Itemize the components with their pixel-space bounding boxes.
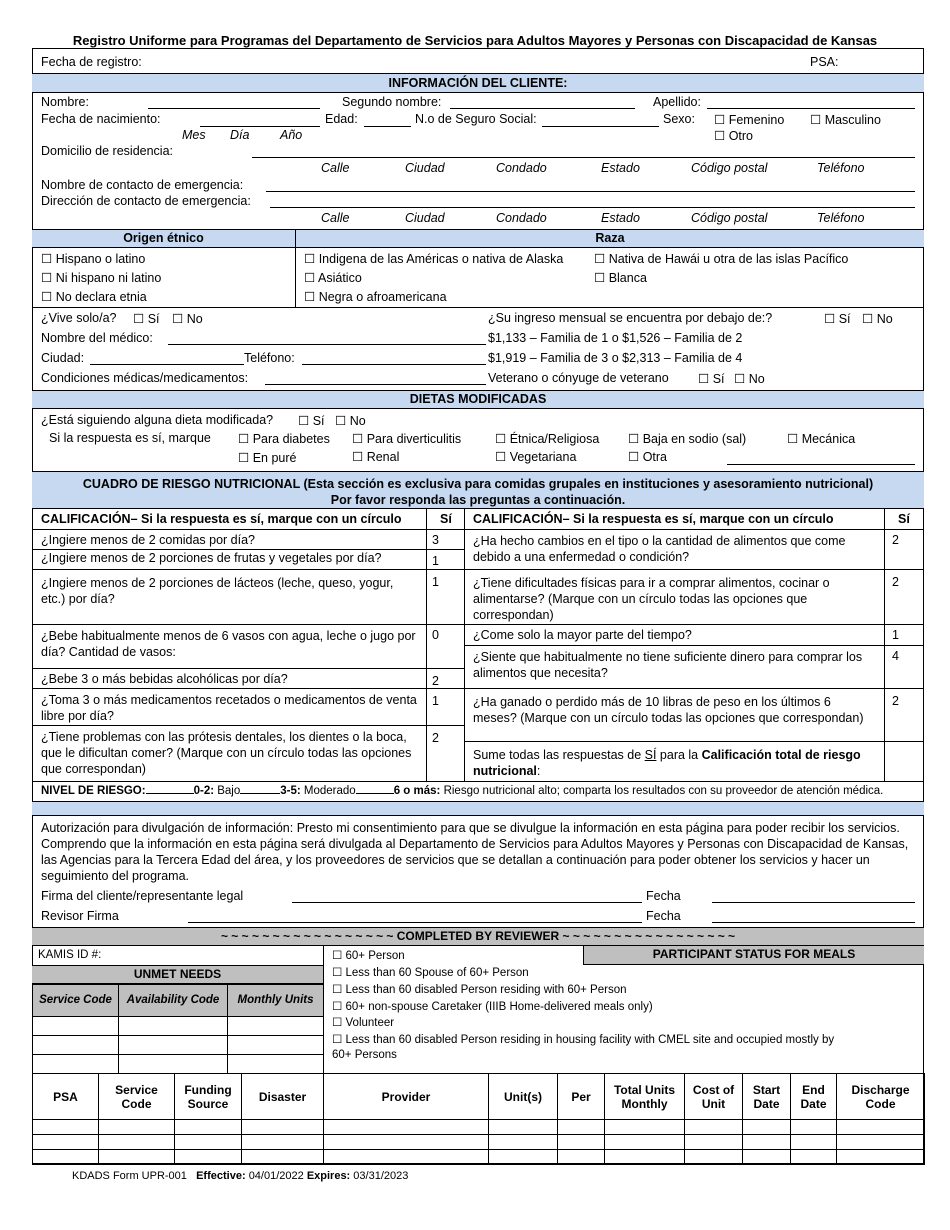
first-name-label: Nombre:	[41, 95, 89, 109]
service-cell[interactable]	[242, 1120, 324, 1135]
veteran-yes[interactable]: ☐ Sí	[698, 371, 725, 386]
unmet-col-service-label: Service Code	[39, 994, 112, 1006]
diet-question: ¿Está siguiendo alguna dieta modificada?	[41, 413, 274, 427]
risk-left-row-line	[32, 624, 464, 625]
services-table	[32, 1073, 925, 1165]
form-title: Registro Uniforme para Programas del Departamento de Servicios para Adultos Mayores y Personas con Discapacidad de Kansas	[72, 33, 878, 48]
unmet-col-availability	[119, 985, 228, 1017]
unmet-needs-table	[32, 984, 324, 1074]
veteran-no[interactable]: ☐ No	[734, 371, 765, 386]
addr2-phone: Teléfono	[817, 211, 865, 225]
risk-left-row-line	[32, 688, 464, 689]
emergency-address-label: Dirección de contacto de emergencia:	[41, 194, 251, 208]
col-units	[489, 1074, 558, 1120]
diet-mark-label: Si la respuesta es sí, marque	[49, 431, 211, 445]
income-family-3-4: $1,919 – Familia de 3 o $2,313 – Familia de 4	[488, 351, 743, 365]
service-cell[interactable]	[791, 1150, 837, 1165]
service-cell[interactable]	[99, 1120, 175, 1135]
ethnic-origin-header: Origen étnico	[123, 231, 204, 245]
unmet-cell[interactable]	[228, 1036, 324, 1055]
service-cell[interactable]	[685, 1135, 743, 1150]
diet-puree[interactable]: ☐ En puré	[238, 450, 296, 465]
diet-no[interactable]: ☐ No	[335, 413, 366, 428]
divider-1	[32, 307, 924, 308]
risk-left-q4: ¿Bebe habitualmente menos de 6 vasos con agua, leche o jugo por día? Cantidad de vasos:	[41, 629, 416, 659]
col-psa	[33, 1074, 99, 1120]
col-provider	[324, 1074, 489, 1120]
service-cell[interactable]	[489, 1150, 558, 1165]
service-cell[interactable]	[242, 1150, 324, 1165]
addr2-city: Ciudad	[405, 211, 445, 225]
risk-col-header-line	[32, 529, 924, 530]
risk-total-bold: Calificación total de riesgo nutricional	[473, 748, 861, 778]
risk-left-row-line	[32, 549, 464, 550]
risk-mod-range: 3-5:	[280, 785, 301, 797]
risk-left-s1[interactable]: 3	[432, 533, 439, 547]
footer-effective-label: Effective:	[196, 1170, 246, 1182]
middle-name-label: Segundo nombre:	[342, 95, 442, 109]
residence-field[interactable]	[252, 157, 915, 158]
footer-effective: 04/01/2022	[248, 1170, 304, 1182]
risk-left-q7: ¿Tiene problemas con las prótesis dentales, los dientes o la boca, que le dificultan comer? (Marque con un círculo todas las opciones que correspondan)	[41, 730, 412, 776]
male-checkbox[interactable]: ☐ Masculino	[810, 112, 881, 127]
service-cell[interactable]	[489, 1135, 558, 1150]
col-start-date-label: Start Date	[752, 1082, 781, 1111]
unmet-cell[interactable]	[228, 1055, 324, 1074]
risk-total-label	[473, 747, 883, 779]
income-family-1-2: $1,133 – Familia de 1 o $1,526 – Familia de 2	[488, 331, 743, 345]
col-cost-label: Cost of Unit	[692, 1082, 735, 1111]
risk-level-blank-3[interactable]	[356, 793, 394, 794]
risk-high-range: 6 o más:	[393, 785, 441, 797]
unmet-cell[interactable]	[119, 1055, 228, 1074]
service-cell[interactable]	[558, 1135, 605, 1150]
risk-right-row-line	[464, 741, 924, 742]
not-hispanic-checkbox[interactable]: ☐ Ni hispano ni latino	[41, 270, 161, 285]
doctor-label: Nombre del médico:	[41, 331, 153, 345]
reviewer-date-label: Fecha	[646, 909, 681, 923]
unmet-col-monthly	[228, 985, 324, 1017]
dob-label: Fecha de nacimiento:	[41, 112, 161, 126]
addr2-county: Condado	[496, 211, 547, 225]
diet-other[interactable]: ☐ Otra	[628, 449, 667, 464]
risk-header-line1: CUADRO DE RIESGO NUTRICIONAL (Esta sección es exclusiva para comidas grupales en instituciones y asesoramiento nutricional)	[82, 477, 874, 491]
service-cell[interactable]	[791, 1135, 837, 1150]
service-cell[interactable]	[324, 1120, 489, 1135]
unmet-cell[interactable]	[33, 1036, 119, 1055]
conditions-label: Condiciones médicas/medicamentos:	[41, 371, 249, 385]
col-discharge	[837, 1074, 925, 1120]
lives-alone-no[interactable]: ☐ No	[172, 311, 203, 326]
risk-right-s2[interactable]: 2	[892, 575, 899, 589]
service-cell[interactable]	[743, 1120, 791, 1135]
ethnic-divider	[295, 229, 296, 307]
col-funding	[175, 1074, 242, 1120]
registration-date-label: Fecha de registro:	[41, 55, 142, 69]
city-label: Ciudad:	[41, 351, 85, 365]
risk-right-q5: ¿Ha ganado o perdido más de 10 libras de peso en los últimos 6 meses? (Marque con un círculo todas las opciones que correspondan)	[473, 695, 864, 725]
risk-left-q1: ¿Ingiere menos de 2 comidas por día?	[41, 533, 256, 547]
risk-level-blank-1[interactable]	[146, 793, 194, 794]
col-start-date	[743, 1074, 791, 1120]
phone-field[interactable]	[302, 364, 486, 365]
risk-low-range: 0-2:	[193, 785, 215, 797]
col-cost	[685, 1074, 743, 1120]
client-date-label: Fecha	[646, 889, 681, 903]
addr-zip: Código postal	[691, 161, 768, 175]
service-cell[interactable]	[837, 1120, 925, 1135]
month-caption: Mes	[182, 128, 206, 142]
col-per-label: Per	[571, 1089, 591, 1104]
first-name-field[interactable]	[148, 108, 320, 109]
service-cell[interactable]	[175, 1135, 242, 1150]
risk-left-row-line	[32, 569, 464, 570]
risk-level-line	[32, 781, 924, 782]
reviewer-signature-label: Revisor Firma	[41, 909, 119, 923]
emergency-address-field[interactable]	[270, 207, 915, 208]
no-ethnicity-checkbox[interactable]: ☐ No declara etnia	[41, 289, 147, 304]
risk-left-row-line	[32, 668, 464, 669]
participant-status-header: PARTICIPANT STATUS FOR MEALS	[583, 946, 924, 965]
income-no[interactable]: ☐ No	[862, 311, 893, 326]
hispanic-checkbox[interactable]: ☐ Hispano o latino	[41, 251, 145, 266]
risk-left-s4[interactable]: 0	[432, 628, 439, 642]
addr-county: Condado	[496, 161, 547, 175]
addr-state: Estado	[601, 161, 640, 175]
service-cell[interactable]	[324, 1135, 489, 1150]
income-question: ¿Su ingreso mensual se encuentra por debajo de:?	[488, 311, 773, 325]
col-disaster	[242, 1074, 324, 1120]
risk-total-text-a: Sume todas las respuestas de	[473, 748, 645, 762]
risk-left-q6: ¿Toma 3 o más medicamentos recetados o medicamentos de venta libre por día?	[41, 693, 417, 723]
service-cell[interactable]	[685, 1150, 743, 1165]
service-cell[interactable]	[489, 1120, 558, 1135]
risk-right-col-header: CALIFICACIÓN– Si la respuesta es sí, marque con un círculo	[473, 512, 834, 526]
residence-label: Domicilio de residencia:	[41, 144, 174, 158]
addr-street: Calle	[321, 161, 350, 175]
risk-left-s3[interactable]: 1	[432, 575, 439, 589]
col-end-date-label: End Date	[800, 1082, 827, 1111]
risk-left-si-header: Sí	[440, 512, 452, 526]
unmet-col-monthly-label: Monthly Units	[237, 994, 314, 1006]
race-indigenous-checkbox[interactable]: ☐ Indigena de las Américas o nativa de Alaska	[304, 251, 563, 266]
veteran-label: Veterano o cónyuge de veterano	[488, 371, 669, 385]
service-cell[interactable]	[743, 1150, 791, 1165]
income-yes[interactable]: ☐ Sí	[824, 311, 851, 326]
risk-header	[32, 471, 924, 509]
sex-label: Sexo:	[663, 112, 695, 126]
race-header: Raza	[595, 231, 625, 245]
unmet-needs-header: UNMET NEEDS	[32, 965, 323, 984]
race-asian-checkbox[interactable]: ☐ Asiático	[304, 270, 362, 285]
last-name-label: Apellido:	[653, 95, 701, 109]
ssn-field[interactable]	[542, 126, 659, 127]
risk-right-s1[interactable]: 2	[892, 533, 899, 547]
other-sex-checkbox[interactable]: ☐ Otro	[714, 128, 753, 143]
diet-renal[interactable]: ☐ Renal	[352, 449, 399, 464]
risk-level-label: NIVEL DE RIESGO:	[41, 785, 146, 797]
unmet-cell[interactable]	[228, 1017, 324, 1036]
client-date-field[interactable]	[712, 902, 915, 903]
risk-left-q5: ¿Bebe 3 o más bebidas alcohólicas por día?	[41, 672, 288, 686]
risk-left-s6[interactable]: 1	[432, 694, 439, 708]
risk-total-text-c: :	[536, 764, 541, 778]
addr2-state: Estado	[601, 211, 640, 225]
age-field[interactable]	[364, 126, 411, 127]
diet-low-sodium[interactable]: ☐ Baja en sodio (sal)	[628, 431, 746, 446]
psa-label: PSA:	[810, 55, 839, 69]
risk-right-q1: ¿Ha hecho cambios en el tipo o la cantidad de alimentos que come debido a una enfermedad o condición?	[473, 534, 846, 564]
client-signature-field[interactable]	[292, 902, 642, 903]
spacer-band	[32, 801, 924, 816]
race-black-checkbox[interactable]: ☐ Negra o afroamericana	[304, 289, 447, 304]
risk-right-q4: ¿Siente que habitualmente no tiene suficiente dinero para comprar los alimentos que necesita?	[473, 650, 863, 680]
conditions-field[interactable]	[265, 384, 486, 385]
risk-left-q3: ¿Ingiere menos de 2 porciones de lácteos (leche, queso, yogur, etc.) por día?	[41, 576, 394, 606]
reviewer-signature-field[interactable]	[188, 922, 642, 923]
risk-level-blank-2[interactable]	[240, 793, 280, 794]
service-cell[interactable]	[33, 1120, 99, 1135]
col-units-label: Unit(s)	[504, 1089, 542, 1104]
service-cell[interactable]	[99, 1135, 175, 1150]
col-provider-label: Provider	[381, 1089, 431, 1104]
footer-expires-label: Expires:	[306, 1170, 351, 1182]
service-cell[interactable]	[33, 1135, 99, 1150]
diet-mechanical[interactable]: ☐ Mecánica	[787, 431, 855, 446]
emergency-contact-label: Nombre de contacto de emergencia:	[41, 178, 244, 192]
risk-right-s5[interactable]: 2	[892, 694, 899, 708]
col-service-code-label: Service Code	[115, 1082, 158, 1111]
diet-diabetes[interactable]: ☐ Para diabetes	[238, 431, 330, 446]
risk-right-s3[interactable]: 1	[892, 628, 899, 642]
service-cell[interactable]	[837, 1135, 925, 1150]
status-housing-cont: 60+ Persons	[332, 1049, 397, 1061]
race-hawaiian-checkbox[interactable]: ☐ Nativa de Hawái u otra de las islas Pacífico	[594, 251, 848, 266]
race-white-checkbox[interactable]: ☐ Blanca	[594, 270, 647, 285]
addr-phone: Teléfono	[817, 161, 865, 175]
addr-city: Ciudad	[405, 161, 445, 175]
risk-left-s7[interactable]: 2	[432, 731, 439, 745]
client-info-header: INFORMACIÓN DEL CLIENTE:	[32, 73, 924, 93]
lives-alone-label: ¿Vive solo/a?	[41, 311, 117, 325]
status-spouse[interactable]: ☐ Less than 60 Spouse of 60+ Person	[332, 965, 529, 979]
service-cell[interactable]	[605, 1120, 685, 1135]
unmet-cell[interactable]	[33, 1017, 119, 1036]
diet-yes[interactable]: ☐ Sí	[298, 413, 325, 428]
risk-right-q3: ¿Come solo la mayor parte del tiempo?	[473, 628, 692, 642]
diet-other-field[interactable]	[727, 464, 915, 465]
col-service-code	[99, 1074, 175, 1120]
year-caption: Año	[280, 128, 303, 142]
footer-form: KDADS Form UPR-001	[72, 1170, 187, 1182]
doctor-field[interactable]	[168, 344, 486, 345]
risk-header-line2: Por favor responda las preguntas a continuación.	[330, 493, 626, 507]
risk-right-row-line	[464, 569, 924, 570]
service-cell[interactable]	[837, 1150, 925, 1165]
risk-left-col-header: CALIFICACIÓN– Si la respuesta es sí, marque con un círculo	[41, 512, 402, 526]
lives-alone-yes[interactable]: ☐ Sí	[133, 311, 160, 326]
dob-field[interactable]	[200, 126, 320, 127]
diet-vegetarian[interactable]: ☐ Vegetariana	[495, 449, 576, 464]
middle-name-field[interactable]	[450, 108, 635, 109]
unmet-cell[interactable]	[33, 1055, 119, 1074]
diet-ethnic[interactable]: ☐ Étnica/Religiosa	[495, 431, 599, 446]
service-cell[interactable]	[791, 1120, 837, 1135]
status-caretaker[interactable]: ☐ 60+ non-spouse Caretaker (IIIB Home-delivered meals only)	[332, 999, 653, 1013]
service-cell[interactable]	[685, 1120, 743, 1135]
ssn-label: N.o de Seguro Social:	[415, 112, 537, 126]
client-signature-label: Firma del cliente/representante legal	[41, 889, 244, 903]
service-cell[interactable]	[99, 1150, 175, 1165]
risk-left-row-line	[32, 725, 464, 726]
risk-right-s4[interactable]: 4	[892, 649, 899, 663]
last-name-field[interactable]	[707, 108, 915, 109]
risk-total-si: SÍ	[644, 748, 657, 762]
addr2-street: Calle	[321, 211, 350, 225]
col-funding-label: Funding Source	[184, 1082, 232, 1111]
col-discharge-label: Discharge Code	[851, 1082, 910, 1111]
service-cell[interactable]	[558, 1150, 605, 1165]
risk-level-row	[41, 785, 883, 797]
unmet-cell[interactable]	[119, 1036, 228, 1055]
col-end-date	[791, 1074, 837, 1120]
emergency-contact-field[interactable]	[266, 191, 915, 192]
status-volunteer[interactable]: ☐ Volunteer	[332, 1015, 394, 1029]
risk-right-si-header: Sí	[898, 512, 910, 526]
risk-mod: Moderado	[300, 785, 356, 797]
reviewer-header: ~ ~ ~ ~ ~ ~ ~ ~ ~ ~ ~ ~ ~ ~ ~ ~ ~ COMPLETED BY REVIEWER ~ ~ ~ ~ ~ ~ ~ ~ ~ ~ ~ ~ ~ ~ ~ ~ ~	[32, 927, 924, 946]
col-disaster-label: Disaster	[258, 1089, 307, 1104]
status-disabled[interactable]: ☐ Less than 60 disabled Person residing with 60+ Person	[332, 982, 627, 996]
col-total-units	[605, 1074, 685, 1120]
phone-label: Teléfono:	[244, 351, 295, 365]
unmet-col-availability-label: Availability Code	[126, 994, 220, 1006]
kamis-id-label: KAMIS ID #:	[38, 949, 102, 961]
service-cell[interactable]	[242, 1135, 324, 1150]
risk-low: Bajo	[214, 785, 241, 797]
col-psa-label: PSA	[53, 1089, 78, 1104]
diets-header: DIETAS MODIFICADAS	[32, 390, 924, 409]
day-caption: Día	[230, 128, 250, 142]
risk-total-text-b: para la	[656, 748, 702, 762]
status-housing[interactable]: ☐ Less than 60 disabled Person residing in housing facility with CMEL site and occupied mostly by	[332, 1032, 834, 1046]
service-cell[interactable]	[605, 1135, 685, 1150]
footer	[72, 1170, 408, 1182]
unmet-col-service	[33, 985, 119, 1017]
service-cell[interactable]	[605, 1150, 685, 1165]
col-total-units-label: Total Units Monthly	[613, 1082, 676, 1111]
unmet-cell[interactable]	[119, 1017, 228, 1036]
female-checkbox[interactable]: ☐ Femenino	[714, 112, 784, 127]
service-cell[interactable]	[175, 1120, 242, 1135]
risk-left-q2: ¿Ingiere menos de 2 porciones de frutas y vegetales por día?	[41, 551, 382, 565]
risk-right-q2: ¿Tiene dificultades físicas para ir a comprar alimentos, cocinar o alimentarse? (Marque con un círculo todas las opciones que correspondan)	[473, 576, 830, 622]
risk-right-row-line	[464, 645, 924, 646]
risk-right-row-line	[464, 688, 924, 689]
service-cell[interactable]	[324, 1150, 489, 1165]
diet-diverticulitis[interactable]: ☐ Para diverticulitis	[352, 431, 461, 446]
status-60-plus[interactable]: ☐ 60+ Person	[332, 948, 405, 962]
footer-expires: 03/31/2023	[353, 1170, 409, 1182]
risk-high: Riesgo nutricional alto; comparta los resultados con su proveedor de atención médica.	[440, 785, 884, 797]
service-cell[interactable]	[175, 1150, 242, 1165]
age-label: Edad:	[325, 112, 358, 126]
risk-left-s5[interactable]: 2	[432, 674, 439, 688]
risk-right-row-line	[464, 624, 924, 625]
service-cell[interactable]	[743, 1135, 791, 1150]
risk-left-s2[interactable]: 1	[432, 554, 439, 568]
col-per	[558, 1074, 605, 1120]
reviewer-date-field[interactable]	[712, 922, 915, 923]
service-cell[interactable]	[33, 1150, 99, 1165]
service-cell[interactable]	[558, 1120, 605, 1135]
addr2-zip: Código postal	[691, 211, 768, 225]
authorization-text: Autorización para divulgación de información: Presto mi consentimiento para que se divulgue la información en esta página para poder recibir los servicios. Comprendo que la información en esta página será divulgada al Departamento de Servicios para Adultos Mayores y Personas con Discapacidad de Kansas, las Agencias para la Tercera Edad del área, y los proveedores de servicios que se detallan a continuación para poder obtener los servicios y hacer un seguimiento del programa.	[41, 821, 909, 883]
city-field[interactable]	[90, 364, 244, 365]
